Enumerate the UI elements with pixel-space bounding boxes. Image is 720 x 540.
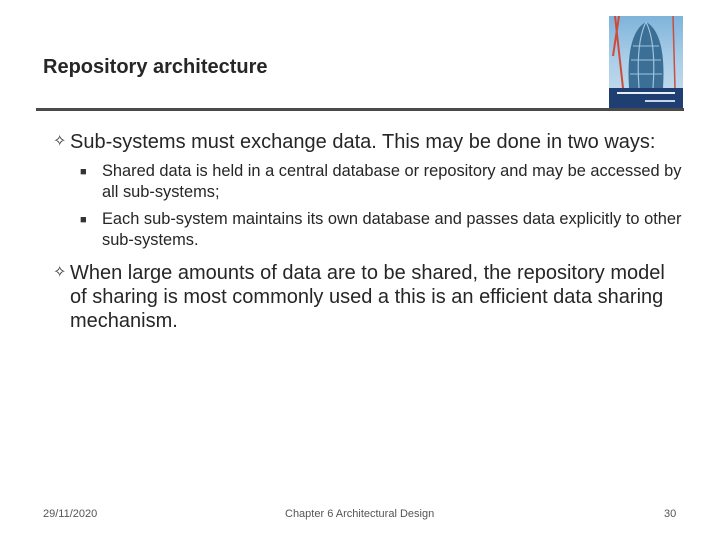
building-illustration-icon (609, 16, 683, 88)
bullet-item (53, 130, 683, 154)
square-bullet-icon: ■ (80, 214, 87, 226)
four-point-star-icon: ✧ (53, 133, 67, 150)
sub-bullet-item (53, 209, 683, 251)
bullet-text: Sub-systems must exchange data. This may be done in two ways: (70, 131, 656, 153)
sub-bullet-text: Shared data is held in a central database or repository and may be accessed by all sub-systems; (102, 162, 682, 201)
footer-page-number: 30 (664, 508, 677, 520)
bullet-list (53, 130, 683, 333)
bullet-item (53, 261, 683, 333)
four-point-star-icon: ✧ (53, 264, 67, 281)
footer-chapter: Chapter 6 Architectural Design (285, 508, 435, 520)
footer-date: 29/11/2020 (43, 508, 98, 520)
square-bullet-icon: ■ (80, 166, 87, 178)
title-divider (36, 108, 684, 111)
slide-title: Repository architecture (43, 56, 268, 78)
book-cover-image (609, 16, 683, 108)
sub-bullet-text: Each sub-system maintains its own database and passes data explicitly to other sub-systems. (102, 210, 682, 249)
bullet-text: When large amounts of data are to be shared, the repository model of sharing is most commonly used a this is an efficient data sharing mechanism. (70, 262, 665, 332)
sub-bullet-item (53, 161, 683, 203)
